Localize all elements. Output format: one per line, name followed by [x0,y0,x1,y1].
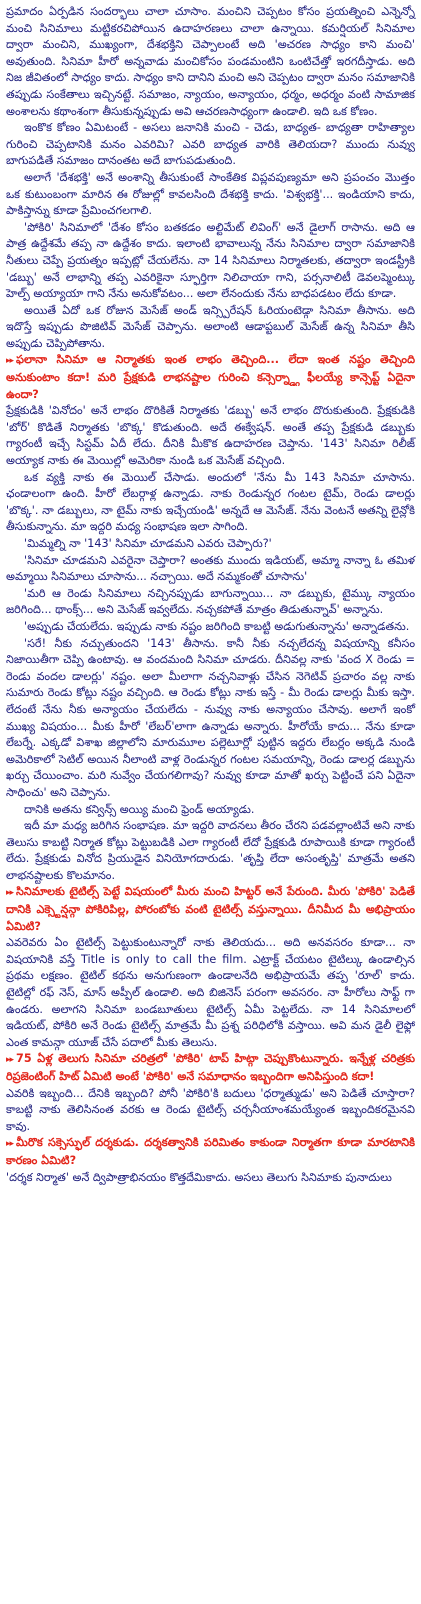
question-bullet-icon: ▸▸ [6,888,14,899]
article-body [4,4,417,1596]
answer-paragraph: 'మరి ఆ రెండు సినిమాలు నచ్చినప్పుడు బాగున్నాయి... నా డబ్బుకు, టైమ్కు న్యాయం జరిగింది... థాంక్స్... అని మెసేజ్ ఇవ్వలేదు. నచ్చకపోతే మాత్రం తిడుతున్నావ్' అన్నాను. [6,586,415,617]
answer-paragraph: 'దర్శక నిర్మాత' అనే ద్విపాత్రాభినయం కొత్తదేమికాదు. అసలు తెలుగు సినిమాకు పునాదులు [6,1170,392,1184]
answer-paragraph: ఇంకొక కోణం ఏమిటంటే - అసలు జనానికి మంచి - చెడు, బాధ్యత- బాధ్యతా రాహిత్యాల గురించి చెప్పటానికి మనం ఎవరిమి? ఎవరి బాధ్యత వారికి తెలియదా? ముందు నువ్వు బాగుపడితే సమాజం దానంతట అదే బాగుపడుతుంది. [6,121,415,168]
answer-paragraph: ఇదీ మా మధ్య జరిగిన సంభాషణ. మా ఇద్దరి వాదనలు తీరం చేరని పడవల్లాంటివే అని నాకు తెలుసు కాబట్టి నిర్మాత కోట్లు పెట్టుబడికి ఎలా గ్యారంటీ లేదో ప్రేక్షకుడి రూపాయికి కూడా గ్యారంటీ లేదు. ప్రేక్షకుడు వినోద ప్రియుడైన వినియోగదారుడు. 'తృప్తి లేదా అసంతృప్తి' మాత్రమే అతని లాభనష్టాలకు కొలమానం. [6,819,415,882]
interview-question [6,1051,415,1085]
interview-question [6,884,415,935]
interview-question [6,352,415,403]
answer-paragraph: ఎవరికి ఇబ్బంది... దేనికి ఇబ్బంది? పోనీ 'పోకిరి'కి బదులు 'ధర్మాత్ముడు' అని పెడితే చూస్తారా? కాబట్టి నాకు తెలిసినంత వరకు ఆ రెండు టైటిల్స్ చర్చనీయాంశమయ్యేంత ఇబ్బందికరమైనవి కావు. [6,1086,415,1133]
answer-paragraph: అయితే ఏదో ఒక రోజున మెసేజ్ అండ్ ఇన్స్పిరేషన్ ఓరియంటెడ్గా సినిమా తీసాను. అది ఇదొస్తే ఇప్పుడు పొజిటివ్ మెసేజ్ చెప్పాను. అలాంటి ఆడాప్టబుల్ మెసేజ్ ఉన్న సినిమా తీసి అప్పుడు చెప్పిపోతాను. [6,303,415,350]
question-text: 75 ఏళ్ల తెలుగు సినిమా చరిత్రలో 'పోకిరి' టాప్ హిట్గా చెప్పుకొంటున్నారు. ఇన్నేళ్ల చరిత్రకు రిప్రజెంటింగ్ హిట్ ఏమిటి అంటే 'పోకిరి' అనే సమాధానం ఇబ్బందిగా అనిపిస్తుంది కదా! [6,1052,415,1083]
answer-paragraph: 'అప్పుడు చేయలేదు. ఇప్పుడు నాకు నష్టం జరిగింది కాబట్టి అడుగుతున్నాను' అన్నాడతను. [24,619,410,633]
question-bullet-icon: ▸▸ [6,1055,14,1066]
answer-paragraph: ఒక వ్యక్తి నాకు ఈ మెయిల్ చేసాడు. అందులో 'నేను మీ 143 సినిమా చూసాను. ఛండాలంగా ఉంది. హీరో లేబర్గాళ్ల ఉన్నాడు. నాకు రెండున్నర గంటల టైమ్, రెండు డాలర్లు 'బొక్క'. నా డబ్బులు, నా టైమ్ నాకు ఇచ్చేయండి' అన్నదే ఆ మెసేజ్. నేను వెంటనే అతన్ని లైన్లోకి తీసుకున్నాను. మా ఇద్దరి మధ్య సంభాషణ ఇలా సాగింది. [6,470,415,534]
answer-paragraph: 'పోకిరి' సినిమాలో 'దేశం కోసం బతకడం అల్టిమేట్ లివింగ్' అనే డైలాగ్ రాసాను. అది ఆ పాత్ర ఉద్దేశమే తప్ప నా ఉద్దేశం కాదు. ఇలాంటి భావాలున్న నేను సినిమాల ద్వారా సమాజానికి నీతులు చెప్పే ప్రయత్నం ఇప్పట్లో చేయలేను. నా 14 సినిమాలు నిర్మాతలకు, తద్వారా ఇండస్ట్రీకి 'డబ్బు' అనే లాభాన్ని తప్ప ఎవరికైనా స్ఫూర్తిగా నిలిచాయా గాని, పర్సనాలిటీ డెవలప్మెంట్కు హెల్ప్ అయ్యాయా గాని నేను అనుకోవటం... అలా లేనందుకు నేను బాధపడటం లేదు కూడా. [6,220,415,301]
answer-paragraph: 'సినిమా చూడమని ఎవరైనా చెప్తారా? అంతకు ముందు ఇడియట్, అమ్మా నాన్నా ఓ తమిళ అమ్మాయి సినిమాలు చూసాను... నచ్చాయి. అదే నమ్మకంతో చూసాను' [6,553,415,584]
question-text: సినిమాలకు టైటిల్స్ పెట్టే విషయంలో మీరు మంచి హిట్టర్ అనే పేరుంది. మీరు 'పోకిరి' పెడితే దానికి ఎక్స్టెన్షన్గా పోకిరిపిల్ల, పోరంబోకు వంటి టైటిల్స్ వస్తున్నాయి. దీనిమీద మీ అభిప్రాయం ఏమిటి? [6,885,415,933]
answer-paragraph: ప్రేక్షకుడికి 'వినోదం' అనే లాభం దొరికితే నిర్మాతకు 'డబ్బు' అనే లాభం దొరుకుతుంది. ప్రేక్షకుడికి 'బోర్' కొడితే నిర్మాతకు 'బొక్క' కొడుతుంది. అదే ఈక్వేషన్. అంతే తప్ప ప్రేక్షకుడి డబ్బుకు గ్యారంటీ ఇచ్చే సిస్టమ్ ఏదీ లేదు. దీనికి మీకొక ఉదాహరణ చెప్తాను. '143' సినిమా రిలీజ్ అయ్యాక నాకు ఈ మెయిల్లో అమెరికా నుండి ఒక మెసేజ్ వచ్చింది. [6,404,415,468]
answer-paragraph: 'మిమ్మల్ని నా '143' సినిమా చూడమని ఎవరు చెప్పారు?' [24,537,272,550]
answer-paragraph: ఎవరెవరు ఏం టైటిల్స్ పెట్టుకుంటున్నారో నాకు తెలియదు... అది అనవసరం కూడా... నా విషయానికి వస్తే Title is only to call the film. ఎట్రాక్ట్ చేయటం టైటిల్కు ఉండాల్సిన ప్రథమ లక్షణం. టైటిల్ కథను అనుగుణంగా ఉండాలనేది అభిప్రాయమే తప్ప 'రూల్' కాదు. టైటిల్లో రఫ్ నెస్, మాస్ అప్పీల్ ఉండాలి. అది బిజినెస్ పరంగా అవసరం. నా హీరోలు సాఫ్ట్ గా ఉండరు. అలాగని సినిమా బండబూతులు టైటిల్స్ ఏమీ పెట్టలేదు. నా 14 సినిమాలలో ఇడియట్, పోకిరి అనే రెండు టైటిల్స్ మాత్రమే మీ ప్రశ్న పరిధిలోకి వస్తాయి. అవి మన డైలీ లైఫ్లో ఎంత కామన్గా యూజ్ చేసే పదాలో మీకు తెలుసు. [6,936,415,1049]
question-text: మీరొక సక్సెస్ఫుల్ దర్శకుడు. దర్శకత్వానికి పరిమితం కాకుండా నిర్మాతగా కూడా మారటానికి కారణం ఏమిటి? [6,1136,415,1167]
answer-paragraph: దానికి అతను కన్విన్స్ అయ్యి మంచి ఫ్రెండ్ అయ్యాడు. [24,802,255,816]
question-bullet-icon: ▸▸ [6,356,14,367]
answer-paragraph: ప్రమాదం ఏర్పడిన సందర్భాలు చాలా చూసాం. మంచిని చెప్పటం కోసం ప్రయత్నించి ఎన్నెన్నో మంచి సినిమాలు మట్టికరచిపోయిన ఉదాహరణలు చాలా ఉన్నాయి. కమర్షియల్ సినిమాల ద్వారా మంచిని, ముఖ్యంగా, దేశభక్తిని చెప్పాలంటే అది 'అచరణ సాధ్యం కాని మంచి' అవుతుంది. సినిమా హీరో అన్నవాడు మంచికోసం పండమంటిని ఒంటిచేత్తో ఇరగదీస్తాడు. అది నిజ జీవితంలో సాధ్యం కాదు. సాధ్యం కాని దానిని మంచి అని చెప్పటం ద్వారా మనం సమాజానికి తప్పుడు సంకేతాలు ఇచ్చినట్టే. సమాజం, న్యాయం, అన్యాయం, ధర్మం, అధర్మం వంటి సామాజిక అంశాలను కథాంశంగా తీసుకున్నప్పుడు అవి ఆచరణసాధ్యంగా ఉండాలి. ఇది ఒక కోణం. [6,5,415,118]
answer-paragraph: 'సరే! నీకు నచ్చుతుందని '143' తీసాను. కానీ నీకు నచ్చలేదన్న విషయాన్ని కనీసం నిజాయితీగా చెప్పి ఉంటావు. ఆ వందమంది సినిమా చూడరు. దీనివల్ల నాకు 'వంద X రెండు = రెండు వందల డాలర్లు' నష్టం. అలా మీలాగా నచ్చనివాళ్లు చేసిన నెగెటివ్ ప్రచారం వల్ల నాకు సుమారు రెండు కోట్లు నష్టం వచ్చింది. ఆ రెండు కోట్లు నాకు ఇస్తే - మీ రెండు డాలర్లు మీకు ఇస్తా. లేదంటే నేను నీకు అన్యాయం చేయలేదు - నువ్వు నాకు అన్యాయం చేసావు. అలాగే ఇంకో ముఖ్య విషయం... మీకు హీరో 'లేబర్'లాగా ఉన్నాడు అన్నారు. హీరోయే కాదు... నేను కూడా లేబర్నే. ఎక్కడో విశాఖ జిల్లాలోని మారుమూల పల్లెటూర్లో పుట్టిన ఇద్దరు లేబర్లం అక్కడి నుండి అమెరికాలో సెటిల్ అయిన నీలాంటి వాళ్ల రెండున్నర గంటల సమయాన్ని, రెండు డాలర్ల డబ్బును ఖర్చు చేయించాం. మరి నువ్వేం చేయగలిగావు? నువ్వు కూడా మాతో ఖర్చు పెట్టించే పని ఏదైనా సాధించు' అని చెప్పాను. [6,636,415,799]
answer-paragraph: అలాగే 'దేశభక్తి' అనే అంశాన్ని తీసుకుంటే సాంకేతిక విప్లవపుణ్యమా అని ప్రపంచం మొత్తం ఒక కుటుంబంగా మారిన ఈ రోజుల్లో కావలసింది దేశభక్తి కాదు. 'విశ్వభక్తి'... ఇండియాని కాదు, పాకిస్తాన్ను కూడా ప్రేమించగలగాలి. [6,170,415,218]
question-bullet-icon: ▸▸ [6,1139,14,1150]
interview-question [6,1135,415,1169]
question-text: ఫలానా సినిమా ఆ నిర్మాతకు ఇంత లాభం తెచ్చింది... లేదా ఇంత నష్టం తెచ్చింది అనుకుంటాం కదా! మరి ప్రేక్షకుడి లాభనష్టాల గురించి కన్సెర్న్డ్గా ఫీలయ్యే కాన్సెప్ట్ ఏదైనా ఉందా? [6,353,415,401]
